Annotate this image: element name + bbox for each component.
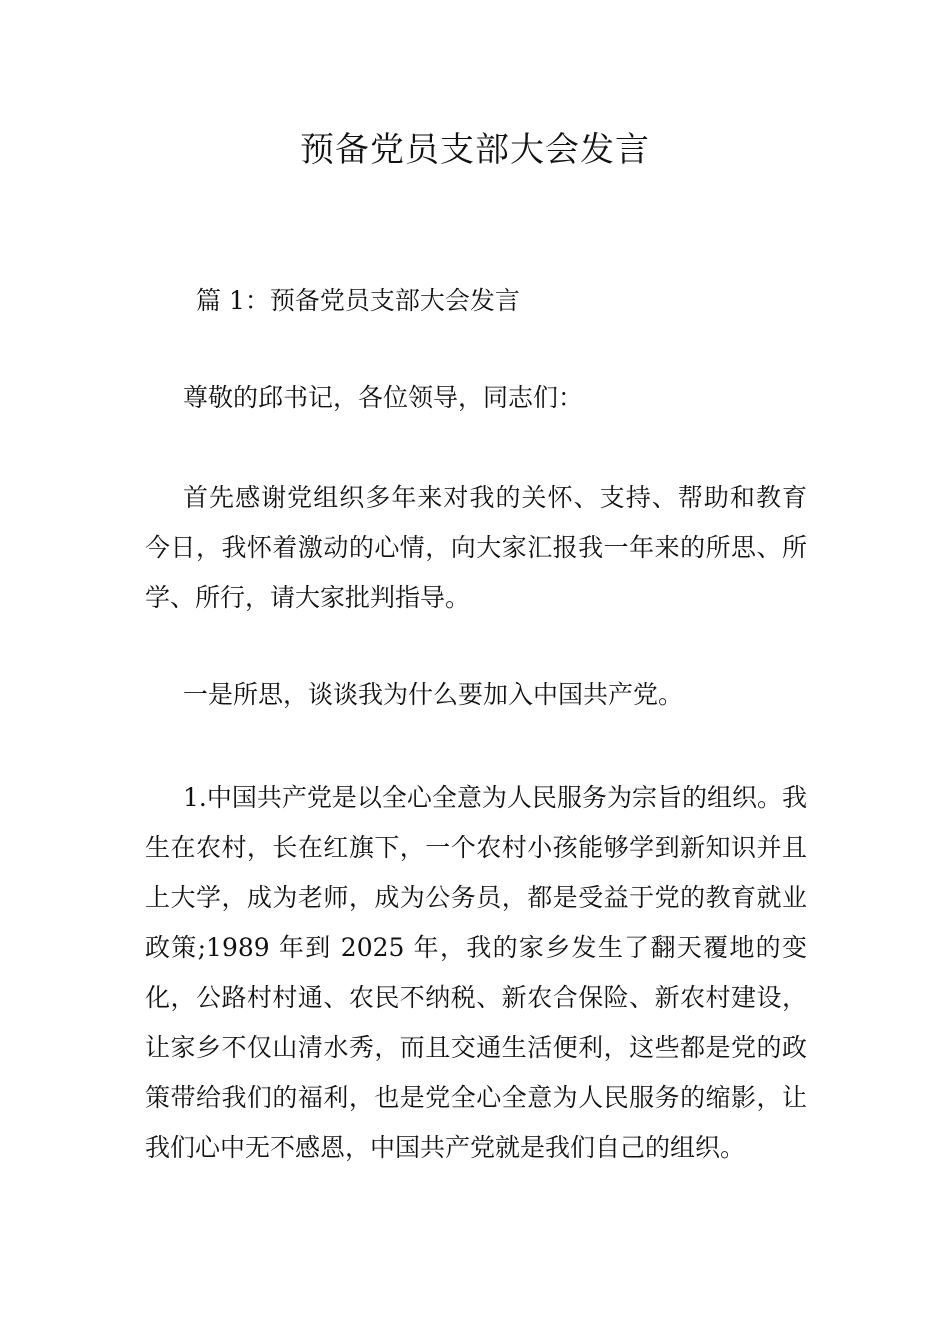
section-heading-paragraph: 一是所思，谈谈我为什么要加入中国共产党。 [183,680,684,709]
document-title: 预备党员支部大会发言 [300,130,650,170]
chapter-heading: 篇 1：预备党员支部大会发言 [196,286,520,315]
intro-paragraph: 首先感谢党组织多年来对我的关怀、支持、帮助和教育今日，我怀着激动的心情，向大家汇报我一年来的所思、所学、所行，请大家批判指导。 [145,483,807,612]
salutation-paragraph: 尊敬的邱书记，各位领导，同志们： [183,383,584,412]
point-one-paragraph: 1.中国共产党是以全心全意为人民服务为宗旨的组织。我生在农村，长在红旗下，一个农村小孩能够学到新知识并且上大学，成为老师，成为公务员，都是受益于党的教育就业政策;1989 年到 2025 年，我的家乡发生了翻天覆地的变化，公路村村通、农民不纳税、新农合保险、新农村建设，让家乡不仅山清水秀，而且交通生活便利，这些都是党的政策带给我们的福利，也是党全心全意为人民服务的缩影，让我们心中无不感恩，中国共产党就是我们自己的组织。 [145,783,807,1162]
